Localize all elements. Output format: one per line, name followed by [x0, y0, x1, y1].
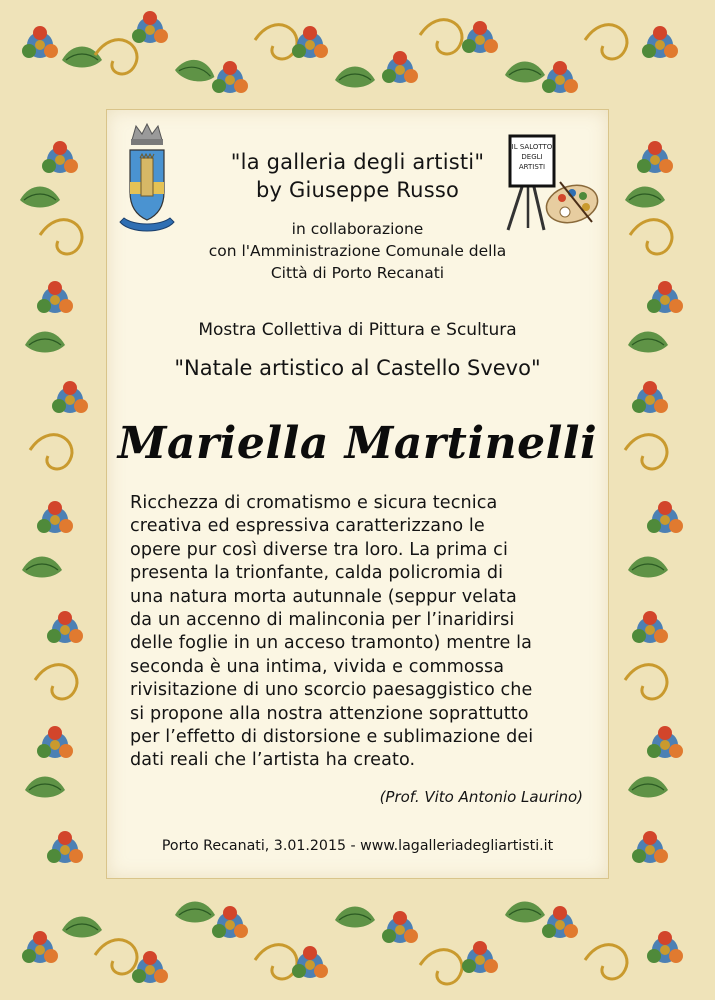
- review-line: per l’effetto di distorsione e sublimazione dei: [130, 727, 534, 748]
- exhibition-type: Mostra Collettiva di Pittura e Scultura: [198, 320, 517, 340]
- easel-sign-line1: IL SALOTTO: [511, 143, 553, 151]
- footer-place-date-website: Porto Recanati, 3.01.2015 - www.lagalleriadegliartisti.it: [161, 838, 554, 854]
- review-line: delle foglie in un acceso tramonto) mentre la: [130, 633, 533, 654]
- review-line: seconda è una intima, vivida e commossa: [130, 656, 505, 677]
- collaboration-line-3: Città di Porto Recanati: [270, 264, 445, 282]
- review-text: [130, 492, 592, 773]
- collaboration-line-1: in collaborazione: [291, 220, 424, 238]
- exhibition-name: "Natale artistico al Castello Svevo": [174, 356, 541, 380]
- review-line: opere pur così diverse tra loro. La prima ci: [130, 539, 508, 560]
- gallery-title: "la galleria degli artisti": [230, 150, 485, 174]
- artist-name: Mariella Martinelli: [117, 418, 598, 469]
- review-line: creativa ed espressiva caratterizzano le: [130, 516, 485, 537]
- review-line: dati reali che l’artista ha creato.: [130, 750, 416, 771]
- review-line: rivisitazione di uno scorcio paesaggistico che: [130, 680, 533, 701]
- easel-sign-line3: ARTISTI: [518, 163, 546, 171]
- collaboration-line-2: con l'Amministrazione Comunale della: [208, 242, 507, 260]
- review-line: presenta la trionfante, calda policromia di: [130, 563, 504, 584]
- gallery-subtitle: by Giuseppe Russo: [255, 178, 460, 202]
- review-line: Ricchezza di cromatismo e sicura tecnica: [130, 493, 498, 513]
- review-line: da un accenno di malinconia per l’inaridirsi: [130, 610, 515, 631]
- easel-sign-line2: DEGLI: [521, 153, 543, 161]
- review-line: una natura morta autunnale (seppur velata: [130, 586, 517, 607]
- review-line: si propone alla nostra attenzione soprattutto: [130, 703, 529, 724]
- review-signature: (Prof. Vito Antonio Laurino): [379, 788, 583, 806]
